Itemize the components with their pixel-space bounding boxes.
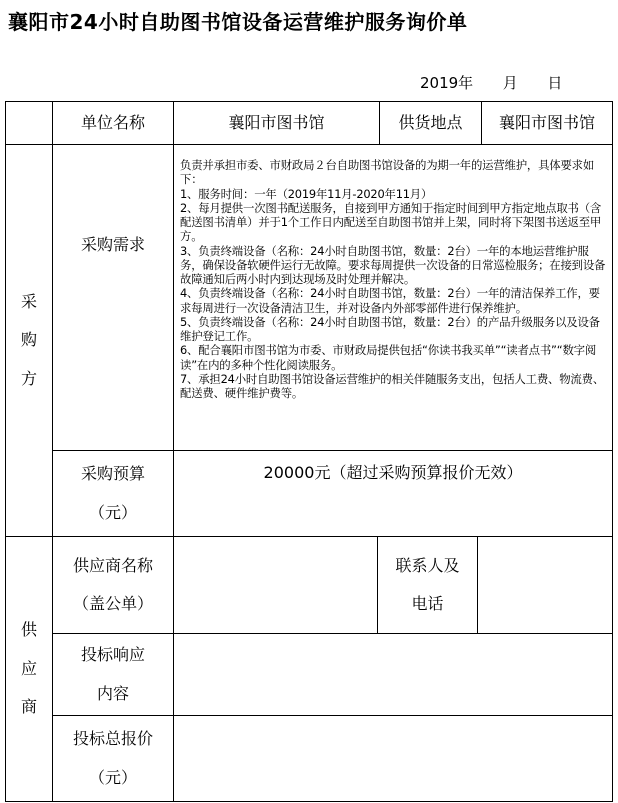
delivery-place-value: 襄阳市图书馆 [498, 112, 595, 132]
bid-response-label-line: 内容 [96, 683, 129, 703]
supplier-name-label [53, 537, 173, 633]
bid-response-label [53, 634, 173, 715]
demand-line: 6、配合襄阳市图书馆为市委、市财政局提供包括“你读书我买单”“读者点书”“数字阅读”在内的多种个性化阅读服务。 [180, 343, 597, 372]
total-bid-label-line: 投标总报价 [72, 729, 153, 749]
document-title: 襄阳市24小时自助图书馆设备运营维护服务询价单 [8, 10, 468, 34]
total-bid-label [53, 716, 173, 801]
purchaser-char: 方 [20, 368, 37, 388]
contact-label-line: 联系人及 [395, 555, 460, 575]
purchaser-char: 购 [20, 330, 37, 350]
contact-field[interactable] [478, 537, 612, 633]
supplier-name-label-line: 供应商名称 [72, 555, 153, 575]
demand-line: 负责并承担市委、市财政局２台自助图书馆设备的为期一年的运营维护，具体要求如下： [180, 158, 595, 187]
supplier-side-label [6, 537, 52, 801]
table-border-bottom [5, 801, 613, 802]
supplier-char: 供 [20, 620, 37, 640]
contact-label [378, 537, 477, 633]
supplier-char: 商 [20, 697, 37, 717]
demand-line: 5、负责终端设备（名称：24小时自助图书馆，数量：2台）的产品升级服务以及设备维护登记工作。 [180, 314, 600, 343]
unit-name-value: 襄阳市图书馆 [228, 112, 325, 132]
supplier-char: 应 [20, 658, 37, 678]
total-bid-label-line: （元） [88, 767, 137, 787]
demand-content [180, 158, 610, 400]
purchaser-char: 采 [20, 291, 37, 311]
demand-label: 采购需求 [80, 234, 145, 254]
budget-label-line: 采购预算 [80, 464, 145, 484]
demand-line: 4、负责终端设备（名称：24小时自助图书馆，数量：2台）一年的清洁保养工作，要求每周进行一次设备清洁卫生，并对设备内外部零部件进行保养维护。 [180, 286, 600, 315]
table-border-right [612, 101, 613, 802]
budget-label [53, 451, 173, 536]
bid-response-label-line: 投标响应 [80, 645, 145, 665]
purchaser-side-label [6, 145, 52, 536]
bid-response-field[interactable] [174, 634, 612, 715]
date-month: 月 [502, 74, 518, 92]
date-year: 2019年 [420, 74, 474, 92]
demand-line: 1、服务时间：一年（2019年11月-2020年11月） [180, 186, 433, 201]
supplier-name-field[interactable] [174, 537, 377, 633]
delivery-place-label: 供货地点 [398, 112, 463, 132]
unit-name-label: 单位名称 [80, 112, 145, 132]
demand-line: 7、承担24小时自助图书馆设备运营维护的相关伴随服务支出，包括人工费、物流费、配送费、硬件维护费等。 [180, 371, 605, 400]
demand-line: 2、每月提供一次图书配送服务，自接到甲方通知于指定时间到甲方指定地点取书（含配送图书清单）并于1个工作日内配送至自助图书馆并上架，同时将下架图书送返至甲方。 [180, 200, 602, 244]
contact-label-line: 电话 [411, 594, 444, 613]
supplier-name-label-line: （盖公单） [72, 594, 153, 613]
date-day: 日 [547, 74, 563, 92]
total-bid-field[interactable] [174, 716, 612, 801]
budget-label-line: （元） [88, 502, 137, 522]
budget-value: 20000元（超过采购预算报价无效） [263, 462, 523, 482]
demand-line: 3、负责终端设备（名称：24小时自助图书馆，数量：2台）一年的本地运营维护服务，确保设备软硬件运行无故障。要求每周提供一次设备的日常巡检服务；在接到设备故障通知后两小时内到达现场及时处理并解决。 [180, 243, 606, 286]
